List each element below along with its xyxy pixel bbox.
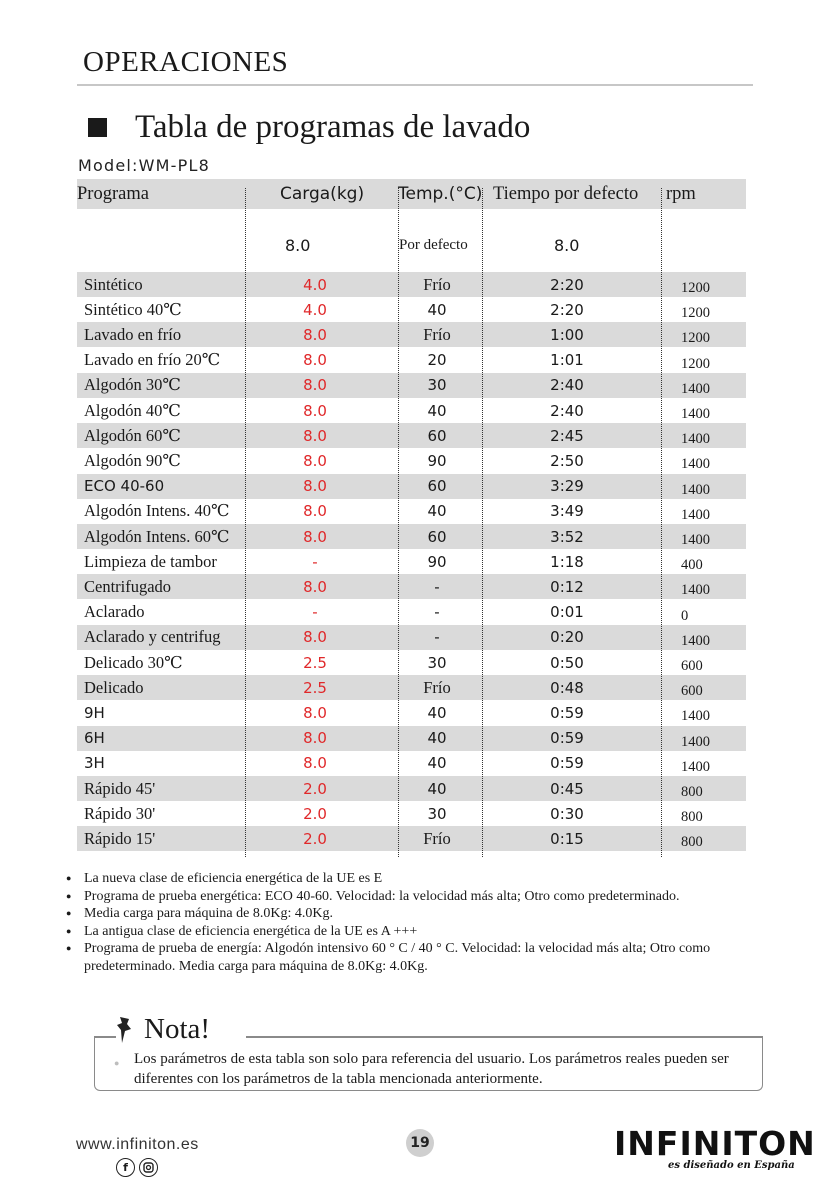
- nota-box-top-right: [246, 1036, 762, 1038]
- cell-programa: Algodón Intens. 40℃: [84, 501, 230, 521]
- cell-rpm: 1200: [681, 305, 710, 322]
- section-title: OPERACIONES: [83, 46, 289, 78]
- cell-programa: Lavado en frío 20℃: [84, 350, 221, 370]
- table-row: [77, 322, 746, 347]
- cell-tiempo: 2:20: [550, 275, 584, 294]
- cell-carga: 2.5: [303, 678, 327, 697]
- cell-tiempo: 0:12: [550, 577, 584, 596]
- cell-rpm: 800: [681, 784, 703, 800]
- cell-carga: 8.0: [303, 729, 327, 748]
- cell-temp: 40: [427, 729, 447, 748]
- cell-programa: Sintético 40℃: [84, 299, 182, 319]
- cell-programa: 9H: [84, 703, 105, 722]
- notes-list: [66, 870, 766, 975]
- header-carga: Carga(kg): [280, 184, 365, 204]
- cell-tiempo: 0:45: [550, 779, 584, 798]
- cell-rpm: 1400: [681, 532, 710, 548]
- cell-carga: 8.0: [303, 426, 327, 445]
- table-row: [77, 272, 746, 297]
- pushpin-icon: [116, 1015, 136, 1045]
- cell-rpm: 1400: [681, 481, 710, 498]
- cell-temp: 40: [427, 502, 447, 521]
- cell-temp: 90: [427, 451, 447, 470]
- nota-title-text: Nota!: [144, 1013, 211, 1045]
- cell-tiempo: 0:48: [550, 678, 584, 697]
- table-row: [77, 700, 746, 725]
- table-row: [77, 826, 746, 851]
- cell-carga: 8.0: [303, 502, 327, 521]
- facebook-icon[interactable]: f: [116, 1158, 135, 1177]
- table-row: [77, 499, 746, 524]
- nota-title: [116, 1013, 222, 1046]
- cell-rpm: 800: [681, 809, 703, 826]
- cell-tiempo: 0:59: [550, 754, 584, 773]
- cell-rpm: 1400: [681, 406, 710, 422]
- cell-carga: 2.5: [303, 653, 327, 672]
- cell-rpm: 1400: [681, 582, 710, 599]
- cell-carga: 8.0: [303, 703, 327, 722]
- cell-temp: Frío: [423, 324, 451, 344]
- model-label: Model:WM-PL8: [78, 156, 210, 175]
- subheader-temp: Por defecto: [399, 237, 468, 253]
- cell-tiempo: 2:50: [550, 451, 584, 470]
- cell-programa: 3H: [84, 754, 105, 773]
- instagram-icon[interactable]: [139, 1158, 158, 1177]
- cell-tiempo: 0:20: [550, 628, 584, 647]
- cell-carga: 8.0: [303, 401, 327, 420]
- page-number: 19: [406, 1129, 434, 1157]
- table-row: [77, 549, 746, 574]
- cell-temp: 20: [427, 351, 447, 370]
- cell-programa: Centrifugado: [84, 576, 172, 596]
- cell-carga: 8.0: [303, 477, 327, 496]
- cell-programa: Aclarado: [84, 602, 145, 622]
- cell-rpm: 1400: [681, 456, 710, 473]
- cell-programa: Rápido 30': [84, 803, 156, 823]
- cell-tiempo: 0:59: [550, 703, 584, 722]
- cell-programa: Aclarado y centrifug: [84, 627, 221, 647]
- cell-rpm: 1200: [681, 280, 710, 296]
- cell-rpm: 1400: [681, 708, 710, 725]
- note-item: ● Programa de prueba de energía: Algodón intensivo 60 ° C / 40 ° C. Velocidad: la velocidad más alta; Otro como predeterminado. Media carga para máquina de 8.0Kg: 4.0Kg.: [66, 940, 766, 975]
- bullet-icon: ●: [114, 1058, 120, 1068]
- cell-carga: 8.0: [303, 376, 327, 395]
- cell-temp: 60: [427, 426, 447, 445]
- cell-carga: -: [312, 603, 318, 622]
- cell-temp: 40: [427, 703, 447, 722]
- cell-tiempo: 0:15: [550, 829, 584, 848]
- header-tiempo: Tiempo por defecto: [493, 183, 639, 204]
- note-item: ● Media carga para máquina de 8.0Kg: 4.0Kg.: [66, 905, 766, 923]
- cell-tiempo: 0:59: [550, 729, 584, 748]
- cell-carga: 2.0: [303, 829, 327, 848]
- column-divider: [398, 188, 399, 857]
- subheader-carga: 8.0: [285, 236, 311, 255]
- nota-box-top-left: [94, 1036, 116, 1038]
- table-row: [77, 474, 746, 499]
- cell-temp: 40: [427, 779, 447, 798]
- cell-rpm: 800: [681, 834, 703, 851]
- table-row: [77, 776, 746, 801]
- header-programa: Programa: [77, 183, 149, 204]
- header-rule: [77, 84, 753, 86]
- cell-carga: 8.0: [303, 325, 327, 344]
- nota-text: [114, 1049, 754, 1089]
- cell-temp: 40: [427, 401, 447, 420]
- cell-temp: Frío: [423, 828, 451, 848]
- table-row: [77, 751, 746, 776]
- table-row: [77, 574, 746, 599]
- table-row: [77, 297, 746, 322]
- cell-temp: 30: [427, 376, 447, 395]
- cell-programa: Delicado 30℃: [84, 652, 183, 672]
- cell-carga: 4.0: [303, 300, 327, 319]
- cell-temp: -: [434, 577, 440, 596]
- cell-carga: -: [312, 552, 318, 571]
- table-row: [77, 675, 746, 700]
- cell-temp: 40: [427, 300, 447, 319]
- cell-temp: 30: [427, 804, 447, 823]
- cell-rpm: 400: [681, 557, 703, 574]
- cell-tiempo: 0:30: [550, 804, 584, 823]
- cell-rpm: 1200: [681, 355, 710, 372]
- cell-rpm: 1200: [681, 330, 710, 347]
- subheader-tiempo: 8.0: [554, 236, 580, 255]
- cell-programa: Algodón 30℃: [84, 375, 181, 395]
- square-bullet-icon: [88, 118, 107, 137]
- brand-logo: INFINITON: [614, 1124, 816, 1163]
- cell-carga: 8.0: [303, 451, 327, 470]
- table-row: [77, 600, 746, 625]
- cell-programa: Sintético: [84, 274, 143, 294]
- cell-programa: Lavado en frío: [84, 324, 182, 344]
- cell-rpm: 1400: [681, 632, 710, 649]
- cell-carga: 8.0: [303, 628, 327, 647]
- cell-carga: 2.0: [303, 779, 327, 798]
- cell-tiempo: 0:01: [550, 603, 584, 622]
- cell-tiempo: 3:29: [550, 477, 584, 496]
- cell-programa: Algodón 90℃: [84, 450, 181, 470]
- note-item: ● Programa de prueba energética: ECO 40-60. Velocidad: la velocidad más alta; Otro como predeterminado.: [66, 888, 766, 906]
- cell-programa: Algodón 40℃: [84, 400, 181, 420]
- cell-tiempo: 2:40: [550, 401, 584, 420]
- cell-tiempo: 1:18: [550, 552, 584, 571]
- cell-temp: 60: [427, 527, 447, 546]
- column-divider: [661, 188, 662, 857]
- header-rpm: rpm: [666, 183, 696, 204]
- table-row: [77, 801, 746, 826]
- table-header: [77, 179, 746, 209]
- cell-rpm: 600: [681, 683, 703, 700]
- page-heading: [88, 109, 530, 146]
- cell-carga: 8.0: [303, 577, 327, 596]
- table-row: [77, 524, 746, 549]
- cell-tiempo: 0:50: [550, 653, 584, 672]
- cell-programa: Algodón 60℃: [84, 425, 181, 445]
- cell-temp: 40: [427, 754, 447, 773]
- cell-tiempo: 2:40: [550, 376, 584, 395]
- cell-programa: Delicado: [84, 677, 144, 697]
- cell-tiempo: 1:00: [550, 325, 584, 344]
- social-icons: [116, 1158, 158, 1177]
- cell-rpm: 1400: [681, 758, 710, 775]
- cell-programa: ECO 40-60: [84, 477, 165, 496]
- cell-programa: Rápido 45': [84, 778, 156, 798]
- cell-carga: 8.0: [303, 754, 327, 773]
- table-row: [77, 348, 746, 373]
- table-row: [77, 650, 746, 675]
- cell-temp: -: [434, 603, 440, 622]
- cell-temp: 60: [427, 477, 447, 496]
- cell-temp: 30: [427, 653, 447, 672]
- cell-carga: 8.0: [303, 527, 327, 546]
- website-link[interactable]: www.infiniton.es: [76, 1136, 199, 1153]
- cell-carga: 2.0: [303, 804, 327, 823]
- cell-carga: 4.0: [303, 275, 327, 294]
- column-divider: [245, 188, 246, 857]
- heading-text: Tabla de programas de lavado: [135, 109, 531, 145]
- note-item: ● La nueva clase de eficiencia energética de la UE es E: [66, 870, 766, 888]
- cell-rpm: 1400: [681, 431, 710, 448]
- cell-temp: -: [434, 628, 440, 647]
- cell-rpm: 1400: [681, 506, 710, 523]
- cell-programa: Rápido 15': [84, 828, 156, 848]
- table-row: [77, 373, 746, 398]
- cell-rpm: 1400: [681, 733, 710, 750]
- cell-rpm: 1400: [681, 380, 710, 397]
- cell-temp: Frío: [423, 274, 451, 294]
- programs-table: [77, 179, 746, 857]
- header-temp: Temp.(°C): [398, 184, 483, 204]
- cell-temp: Frío: [423, 677, 451, 697]
- cell-tiempo: 2:20: [550, 300, 584, 319]
- cell-programa: 6H: [84, 729, 105, 748]
- cell-tiempo: 1:01: [550, 351, 584, 370]
- cell-rpm: 600: [681, 658, 703, 674]
- cell-programa: Algodón Intens. 60℃: [84, 526, 230, 546]
- cell-carga: 8.0: [303, 351, 327, 370]
- nota-body: Los parámetros de esta tabla son solo para referencia del usuario. Los parámetros reales pueden ser diferentes con los parámetros de la tabla mencionada anteriormente.: [134, 1051, 729, 1087]
- cell-tiempo: 3:49: [550, 502, 584, 521]
- cell-rpm: 0: [681, 607, 689, 624]
- note-item: ● La antigua clase de eficiencia energética de la UE es A +++: [66, 923, 766, 941]
- cell-temp: 90: [427, 552, 447, 571]
- cell-programa: Limpieza de tambor: [84, 551, 217, 571]
- table-row: [77, 625, 746, 650]
- table-row: [77, 423, 746, 448]
- cell-tiempo: 2:45: [550, 426, 584, 445]
- cell-tiempo: 3:52: [550, 527, 584, 546]
- column-divider: [482, 188, 483, 857]
- brand-tagline: es diseñado en España: [668, 1160, 795, 1171]
- table-row: [77, 448, 746, 473]
- table-row: [77, 398, 746, 423]
- table-row: [77, 726, 746, 751]
